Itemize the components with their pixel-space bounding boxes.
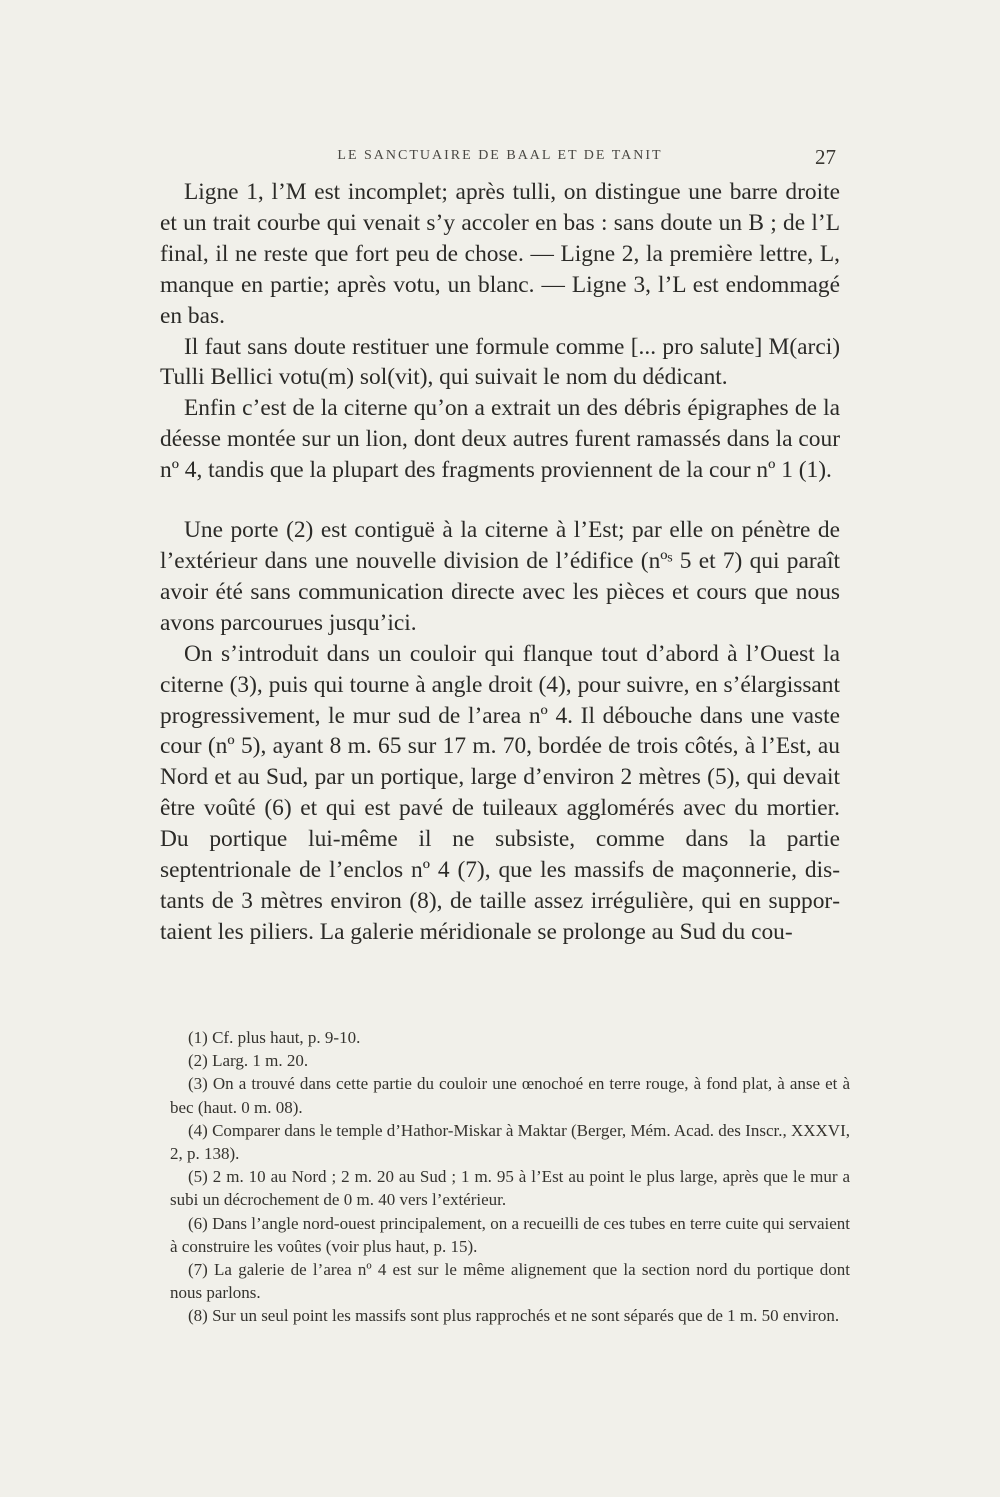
page-number: 27 xyxy=(815,145,836,169)
paragraph-line-readings: Ligne 1, l’M est incomplet; après tulli, on distingue une barre droite et un trait courbe qui venait s’y accoler en bas : sans doute un B ; de l’L final, il ne reste que fort peu de chose. — Ligne 2, la première lettre, L, manque en partie; après votu, un blanc. — Ligne 3, l’L est endommagé en bas. xyxy=(160,179,840,329)
paragraph-cistern-debris: Enfin c’est de la citerne qu’on a extrait un des débris épigraphes de la déesse montée sur un lion, dont deux autres furent ramassés dans la cour nº 4, tandis que la plupart des fragments proviennent de la cour nº 1 (1). xyxy=(160,395,840,484)
footnotes xyxy=(170,1026,850,1328)
footnote-2: (2) Larg. 1 m. 20. xyxy=(188,1051,309,1071)
footnote-1: (1) Cf. plus haut, p. 9-10. xyxy=(188,1028,361,1047)
footnote-7: (7) La galerie de l’area nº 4 est sur le même alignement que la section nord du portique dont nous parlons. xyxy=(170,1260,850,1303)
running-title: LE SANCTUAIRE DE BAAL ET DE TANIT xyxy=(337,148,663,163)
footnote-5: (5) 2 m. 10 au Nord ; 2 m. 20 au Sud ; 1 m. 95 à l’Est au point le plus large, après que le mur a subi un décrochement de 0 m. 40 vers l’extérieur. xyxy=(170,1167,850,1210)
body-text xyxy=(160,177,840,948)
footnote-4: (4) Comparer dans le temple d’Hathor-Miskar à Maktar (Berger, Mém. Acad. des Inscr., XXXVI, 2, p. 138). xyxy=(170,1120,850,1164)
footnote-6: (6) Dans l’angle nord-ouest principalement, on a recueilli de ces tubes en terre cuite qui servaient à construire les voûtes (voir plus haut, p. 15). xyxy=(170,1213,850,1256)
running-head xyxy=(160,145,840,172)
footnote-3: (3) On a trouvé dans cette partie du couloir une œnochoé en terre rouge, à fond plat, à anse et à bec (haut. 0 m. 08). xyxy=(170,1074,850,1117)
paragraph-door: Une porte (2) est contiguë à la citerne à l’Est; par elle on pénètre de l’extérieur dans une nouvelle division de l’édifice (nºˢ 5 et 7) qui paraît avoir été sans communication directe avec les pièces et cours que nous avons parcourues jusqu’ici. xyxy=(160,517,840,636)
footnote-8: (8) Sur un seul point les massifs sont plus rapprochés et ne sont séparés que de 1 m. 50 environ. xyxy=(188,1306,840,1326)
paragraph-corridor: On s’introduit dans un couloir qui flanque tout d’abord à l’Ouest la citerne (3), puis qui tourne à angle droit (4), pour suivre, en s’élargissant progressivement, le mur sud de l’area nº 4. Il débouche dans une vaste cour (nº 5), ayant 8 m. 65 sur 17 m. 70, bordée de trois côtés, à l’Est, au Nord et au Sud, par un portique, large d’environ 2 mètres (5), qui devait être voûté (6) et qui est pavé de tuileaux agglomérés avec du mortier. Du portique lui-même il ne subsiste, comme dans la partie septentrionale de l’enclos nº 4 (7), que les massifs de maçonnerie, distants de 3 mètres environ (8), de taille assez irrégulière, qui en supportaient les piliers. La galerie méridionale se prolonge au Sud du cou- xyxy=(160,640,840,945)
paragraph-restitution: Il faut sans doute restituer une formule comme [... pro salute] M(arci) Tulli Bellici votu(m) sol(vit), qui suivait le nom du dédicant. xyxy=(160,333,840,391)
